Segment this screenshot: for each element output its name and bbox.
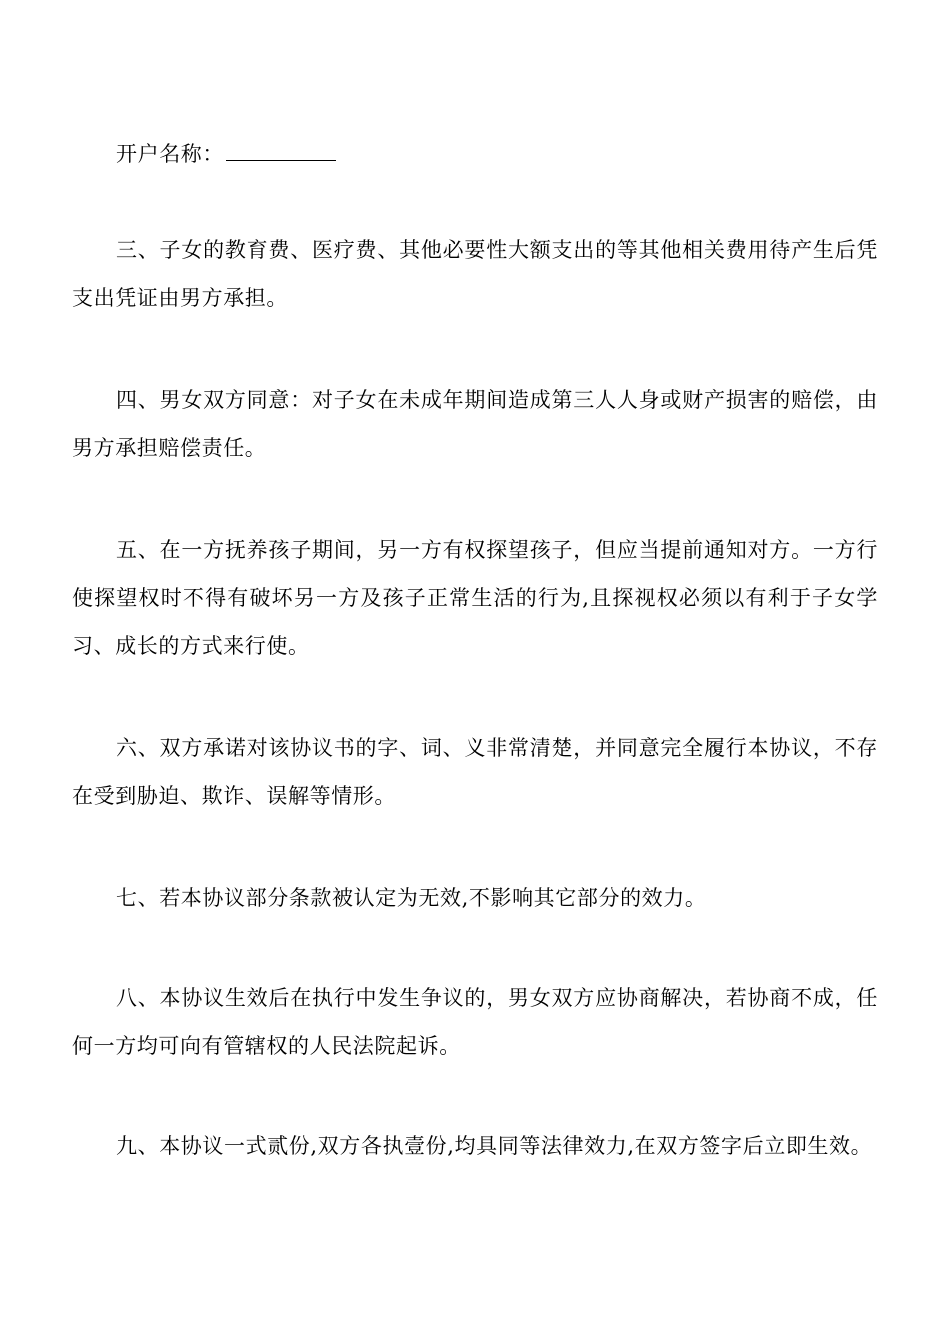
- clause-5: 五、在一方抚养孩子期间，另一方有权探望孩子，但应当提前通知对方。一方行使探望权时不得有破坏另一方及孩子正常生活的行为,且探视权必须以有利于子女学习、成长的方式来行使。: [72, 538, 878, 658]
- clause-3: 三、子女的教育费、医疗费、其他必要性大额支出的等其他相关费用待产生后凭支出凭证由男方承担。: [72, 238, 878, 310]
- account-name-line: [116, 130, 336, 178]
- clause-6: 六、双方承诺对该协议书的字、词、义非常清楚，并同意完全履行本协议，不存在受到胁迫、欺诈、误解等情形。: [72, 736, 878, 808]
- clause-9: 九、本协议一式贰份,双方各执壹份,均具同等法律效力,在双方签字后立即生效。: [116, 1134, 873, 1158]
- clause-8: 八、本协议生效后在执行中发生争议的，男女双方应协商解决，若协商不成，任何一方均可向有管辖权的人民法院起诉。: [72, 986, 878, 1058]
- clause-4: 四、男女双方同意：对子女在未成年期间造成第三人人身或财产损害的赔偿，由男方承担赔偿责任。: [72, 388, 878, 460]
- account-name-blank: [226, 142, 336, 161]
- account-name-label: 开户名称：: [116, 142, 224, 166]
- clause-7: 七、若本协议部分条款被认定为无效,不影响其它部分的效力。: [116, 886, 707, 910]
